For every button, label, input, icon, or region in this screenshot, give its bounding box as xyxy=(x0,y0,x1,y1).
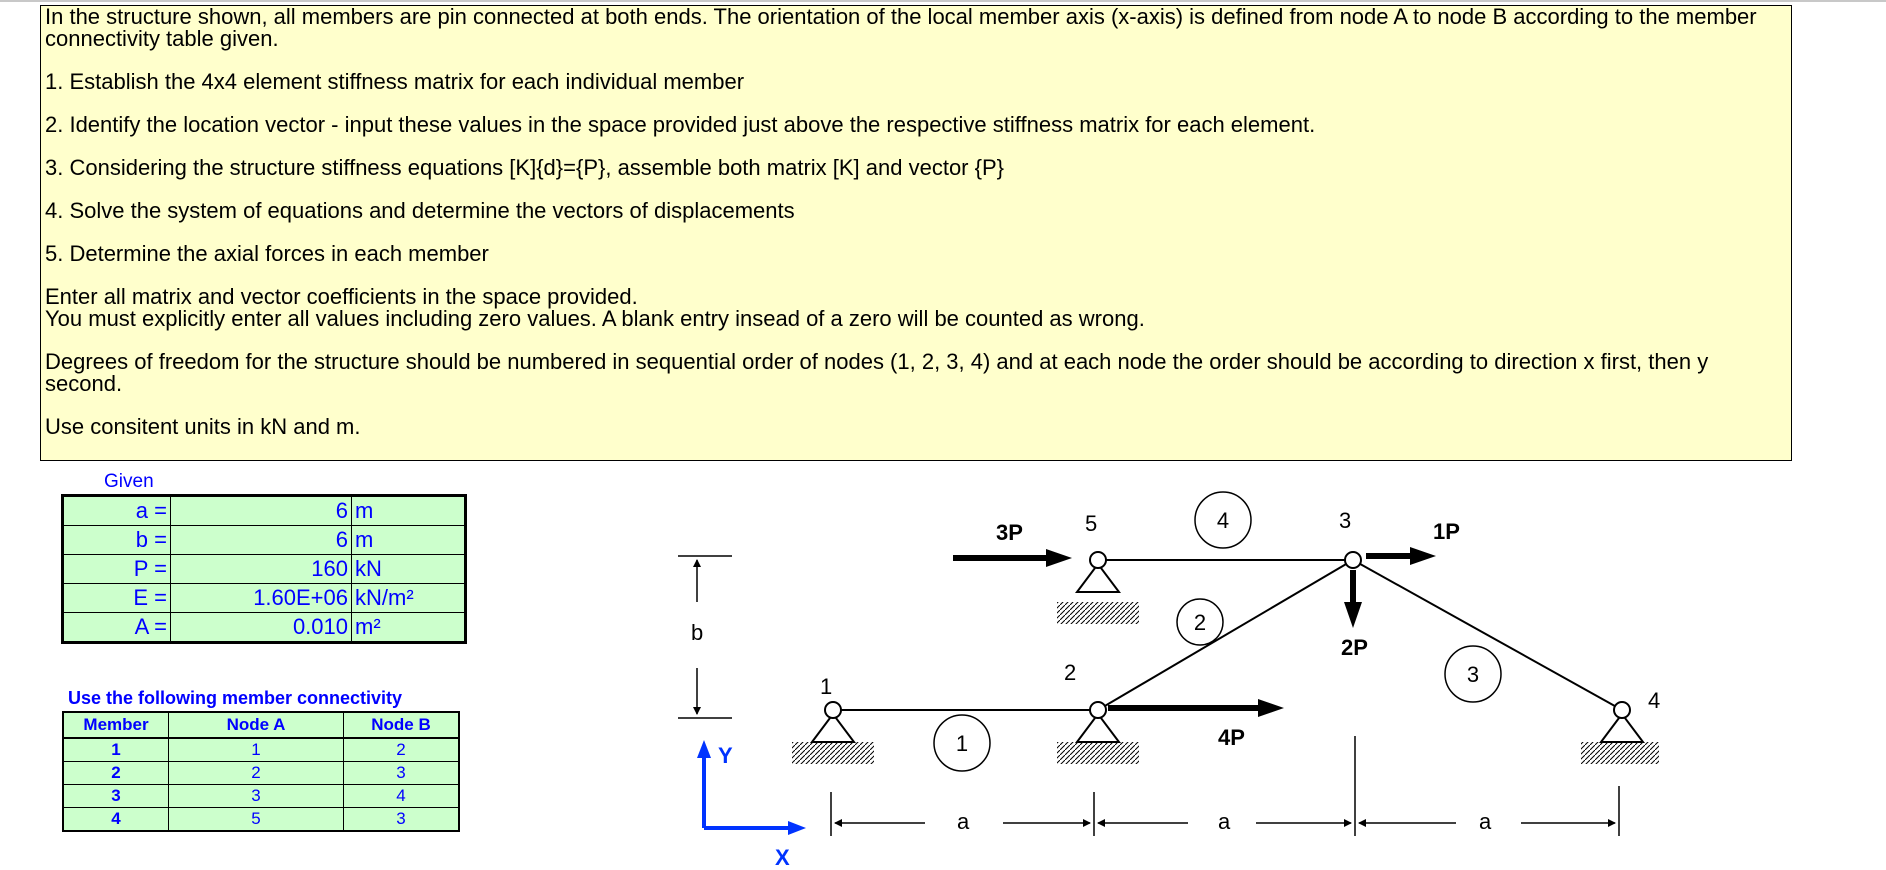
global-axes xyxy=(697,740,806,835)
given-label: b = xyxy=(63,526,171,555)
load-label-1p: 1P xyxy=(1433,519,1460,544)
given-unit: kN xyxy=(352,555,466,584)
given-label: E = xyxy=(63,584,171,613)
load-label-3p: 3P xyxy=(996,520,1023,545)
load-2p xyxy=(1344,570,1362,628)
load-label-4p: 4P xyxy=(1218,725,1245,750)
load-4p xyxy=(1108,699,1284,717)
joint-4 xyxy=(1614,702,1630,718)
joint-3 xyxy=(1345,552,1361,568)
pin-support xyxy=(1581,714,1659,764)
member-id: 4 xyxy=(63,808,169,832)
given-value: 6 xyxy=(171,496,352,526)
given-unit: m xyxy=(352,496,466,526)
joint-1 xyxy=(825,702,841,718)
dimension-a-label: a xyxy=(957,809,970,834)
joint-2 xyxy=(1090,702,1106,718)
enter-note-1: Enter all matrix and vector coefficients in the space provided. xyxy=(45,284,638,309)
given-value: 0.010 xyxy=(171,613,352,643)
given-label: a = xyxy=(63,496,171,526)
node-a: 1 xyxy=(169,738,344,762)
node-a: 5 xyxy=(169,808,344,832)
axis-y-label: Y xyxy=(718,743,733,768)
member-label-4: 4 xyxy=(1216,508,1230,533)
step-1: 1. Establish the 4x4 element stiffness matrix for each individual member xyxy=(45,69,745,94)
given-value: 6 xyxy=(171,526,352,555)
header-node-b: Node B xyxy=(344,712,460,738)
member-id: 3 xyxy=(63,785,169,808)
step-4: 4. Solve the system of equations and determine the vectors of displacements xyxy=(45,198,795,223)
given-label: A = xyxy=(63,613,171,643)
given-unit: m xyxy=(352,526,466,555)
units-note: Use consitent units in kN and m. xyxy=(45,414,361,439)
node-a: 2 xyxy=(169,762,344,785)
node-b: 3 xyxy=(344,808,460,832)
node-b: 4 xyxy=(344,785,460,808)
member-label-2: 2 xyxy=(1193,610,1207,635)
header-node-a: Node A xyxy=(169,712,344,738)
axis-x-label: X xyxy=(775,845,790,870)
dimension-b-label: b xyxy=(691,620,704,645)
load-label-2p: 2P xyxy=(1341,635,1368,660)
dof-note: Degrees of freedom for the structure should be numbered in sequential order of nodes (1, 2, 3, 4) and at each node the order should be according to direction x first, then y second. xyxy=(45,349,1709,396)
node-label-4: 4 xyxy=(1648,688,1661,713)
joint-5 xyxy=(1090,552,1106,568)
node-a: 3 xyxy=(169,785,344,808)
member-label-3: 3 xyxy=(1466,662,1480,687)
node-b: 3 xyxy=(344,762,460,785)
given-unit: kN/m² xyxy=(352,584,466,613)
node-label-1: 1 xyxy=(820,674,833,699)
node-label-5: 5 xyxy=(1085,511,1098,536)
joints xyxy=(825,552,1630,718)
member-id: 1 xyxy=(63,738,169,762)
intro-text: In the structure shown, all members are pin connected at both ends. The orientation of the local member axis (x-axis) is defined from node A to node B according to the member connectivity table given. xyxy=(45,4,1757,51)
node-label-2: 2 xyxy=(1064,660,1077,685)
step-5: 5. Determine the axial forces in each member xyxy=(45,241,489,266)
given-label: P = xyxy=(63,555,171,584)
member-id: 2 xyxy=(63,762,169,785)
step-3: 3. Considering the structure stiffness equations [K]{d}={P}, assemble both matrix [K] and vector {P} xyxy=(45,155,1004,180)
given-unit: m² xyxy=(352,613,466,643)
given-value: 1.60E+06 xyxy=(171,584,352,613)
connectivity-title: Use the following member connectivity xyxy=(68,688,403,708)
member-2-line xyxy=(1098,560,1353,710)
given-title: Given xyxy=(104,471,154,492)
given-value: 160 xyxy=(171,555,352,584)
dimension-b xyxy=(678,556,732,718)
node-b: 2 xyxy=(344,738,460,762)
load-1p xyxy=(1366,547,1436,565)
truss-members xyxy=(833,560,1622,710)
header-member: Member xyxy=(63,712,169,738)
member-label-1: 1 xyxy=(955,731,969,756)
enter-note-2: You must explicitly enter all values including zero values. A blank entry insead of a zero will be counted as wrong. xyxy=(45,306,1145,331)
dimension-a-label: a xyxy=(1479,809,1492,834)
node-label-3: 3 xyxy=(1339,508,1352,533)
load-3p xyxy=(953,549,1072,567)
pin-support xyxy=(1057,714,1139,764)
step-2: 2. Identify the location vector - input these values in the space provided just above the respective stiffness matrix for each element. xyxy=(45,112,1316,137)
pin-support xyxy=(1057,564,1139,624)
pin-support xyxy=(792,714,874,764)
dimension-a-label: a xyxy=(1218,809,1231,834)
